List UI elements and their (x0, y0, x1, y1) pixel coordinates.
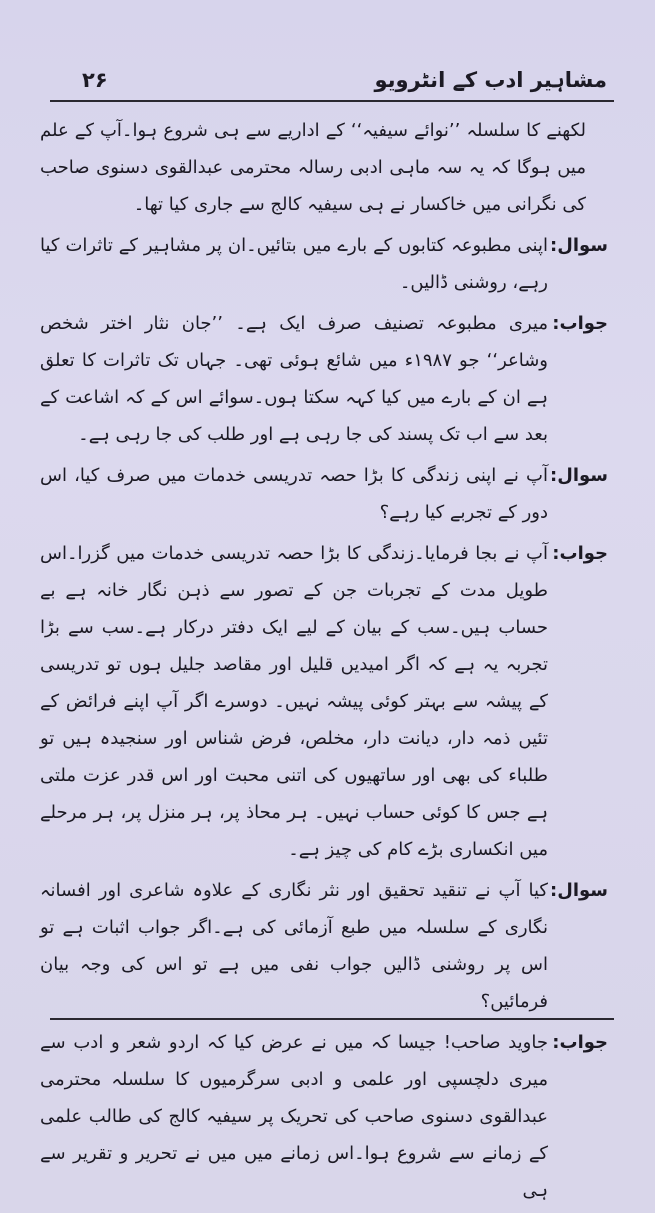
speaker-label: سوال: (550, 235, 608, 256)
question-text: اپنی مطبوعہ کتابوں کے بارے میں بتائیں۔ان پر مشاہیر کے تاثرات کیا رہے، روشنی ڈالیں۔ (40, 235, 548, 293)
question-block (40, 457, 608, 531)
speaker-label: جواب: (552, 543, 608, 564)
speaker-label: جواب: (552, 313, 608, 334)
page-number: ۲۶ (82, 68, 108, 92)
speaker-label: جواب: (552, 1032, 608, 1053)
page-body (40, 112, 608, 1213)
answer-block (40, 535, 608, 868)
speaker-label: سوال: (550, 880, 608, 901)
question-text: آپ نے اپنی زندگی کا بڑا حصہ تدریسی خدمات میں صرف کیا، اس دور کے تجربے کیا رہے؟ (40, 465, 548, 523)
question-text: کیا آپ نے تنقید تحقیق اور نثر نگاری کے علاوہ شاعری اور افسانہ نگاری کے سلسلہ میں طبع آزمائی کی ہے۔اگر جواب اثبات ہے تو اس پر روشنی ڈالیں جواب نفی میں ہے تو اس کی وجہ بیان فرمائیں؟ (40, 880, 548, 1012)
answer-block (40, 305, 608, 453)
answer-block (40, 1024, 608, 1209)
paragraph-text: لکھنے کا سلسلہ ’’نوائے سیفیہ‘‘ کے اداریے سے ہی شروع ہوا۔آپ کے علم میں ہوگا کہ یہ سہ ماہی ادبی رسالہ محترمی عبدالقوی دسنوی صاحب کی نگرانی میں خاکسار نے ہی سیفیہ کالج سے جاری کیا تھا۔ (40, 120, 586, 215)
answer-text: آپ نے بجا فرمایا۔زندگی کا بڑا حصہ تدریسی خدمات میں گزرا۔اس طویل مدت کے تجربات جن کے تصور سے ذہن نگار خانہ ہے بے حساب ہیں۔سب کے بیان کے لیے ایک دفتر درکار ہے۔سب سے بڑا تجربہ یہ ہے کہ اگر امیدیں قلیل اور مقاصد جلیل ہوں تو تدریسی کے پیشہ سے بہتر کوئی پیشہ نہیں۔ دوسرے اگر آپ اپنے فرائض کے تئیں ذمہ دار، دیانت دار، مخلص، فرض شناس اور سنجیدہ ہیں تو طلباء کی بھی اور ساتھیوں کی اتنی محبت اور اس قدر عزت ملتی ہے جس کا کوئی حساب نہیں۔ ہر محاذ پر، ہر منزل پر، ہر مرحلے میں انکساری بڑے کام کی چیز ہے۔ (40, 543, 548, 860)
question-block (40, 227, 608, 301)
header-title: مشاہیر ادب کے انٹرویو (374, 68, 607, 92)
paragraph-continuation (40, 112, 608, 223)
running-header (62, 66, 607, 96)
answer-text: جاوید صاحب! جیسا کہ میں نے عرض کیا کہ اردو شعر و ادب سے میری دلچسپی اور علمی و ادبی سرگرمیوں کا سلسلہ محترمی عبدالقوی دسنوی صاحب کی تحریک پر سیفیہ کالج کی طالب علمی کے زمانے سے شروع ہوا۔اس زمانے میں میں نے تحریر و تقریر سے ہی (40, 1032, 548, 1201)
question-block (40, 872, 608, 1020)
footer-rule (50, 1018, 614, 1020)
speaker-label: سوال: (550, 465, 608, 486)
answer-text: میری مطبوعہ تصنیف صرف ایک ہے۔ ’’جان نثار اختر شخص وشاعر‘‘ جو ۱۹۸۷ء میں شائع ہوئی تھی۔ جہاں تک تاثرات کا تعلق ہے ان کے بارے میں کیا کہہ سکتا ہوں۔سوائے اس کے کہ اشاعت کے بعد سے اب تک پسند کی جا رہی ہے اور طلب کی جا رہی ہے۔ (40, 313, 549, 445)
header-rule (50, 100, 614, 102)
